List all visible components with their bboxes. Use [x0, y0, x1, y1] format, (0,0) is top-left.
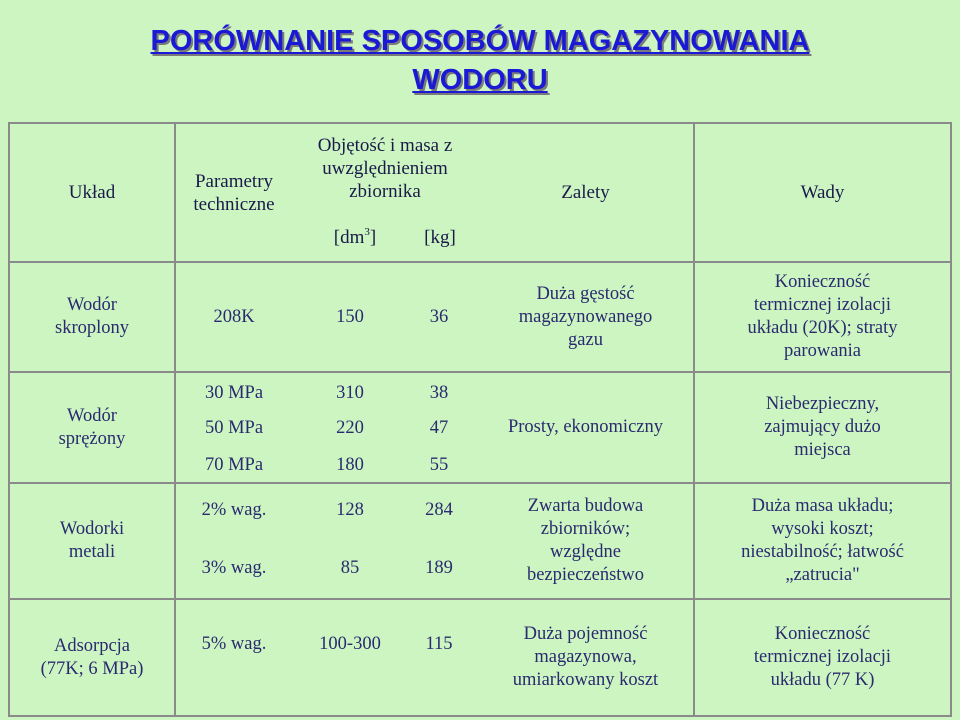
row-3-disadvantages: Duża masa układu; wysoki koszt; niestabilność; łatwość „zatrucia"	[741, 496, 904, 585]
row-1-disadvantages: Konieczność termicznej izolacji układu (20K); straty parowania	[747, 272, 898, 361]
row-3-mass-2: 189	[425, 557, 453, 578]
row-2-advantages: Prosty, ekonomiczny	[507, 417, 663, 437]
row-3-volume-1: 128	[336, 499, 364, 520]
row-1-volume: 150	[336, 306, 364, 327]
page-title	[0, 22, 960, 100]
row-2-disadvantages: Niebezpieczny, zajmujący dużo miejsca	[764, 394, 881, 460]
header-zalety: Zalety	[561, 182, 610, 203]
row-2-volume-1: 310	[336, 382, 364, 403]
row-4-param: 5% wag.	[201, 633, 267, 654]
title-line-2: WODORU	[412, 64, 548, 96]
row-3-advantages: Zwarta budowa zbiorników; względne bezpieczeństwo	[526, 496, 645, 585]
row-3-volume-2: 85	[340, 557, 360, 578]
header-wady: Wady	[800, 182, 845, 203]
row-3-system: Wodorki metali	[59, 519, 125, 562]
row-2-mass-1: 38	[429, 382, 449, 403]
row-2-param-3: 70 MPa	[204, 454, 264, 475]
row-2-mass-2: 47	[429, 417, 449, 438]
row-3-param-1: 2% wag.	[201, 499, 267, 520]
title-line-1: PORÓWNANIE SPOSOBÓW MAGAZYNOWANIA	[150, 25, 810, 57]
row-4-disadvantages: Konieczność termicznej izolacji układu (77 K)	[753, 624, 892, 690]
row-4-mass: 115	[425, 633, 453, 654]
row-2-volume-3: 180	[336, 454, 364, 475]
header-parametry: Parametry techniczne	[193, 170, 275, 215]
row-2-param-1: 30 MPa	[204, 382, 264, 403]
row-4-advantages: Duża pojemność magazynowa, umiarkowany koszt	[512, 624, 659, 690]
row-1-advantages: Duża gęstość magazynowanego gazu	[518, 283, 653, 350]
header-unit-volume: $[dm^3]$	[333, 225, 377, 248]
row-2-system: Wodór sprężony	[58, 405, 126, 449]
row-1-system: Wodór skroplony	[55, 295, 129, 338]
row-1-param: 208K	[213, 306, 255, 327]
row-4-volume: 100-300	[319, 633, 381, 654]
row-1-mass: 36	[429, 306, 449, 327]
header-objetosc: Objętość i masa z uwzględnieniem zbiornika	[317, 134, 453, 202]
row-3-mass-1: 284	[425, 499, 453, 520]
row-2-volume-2: 220	[336, 417, 364, 438]
row-2-mass-3: 55	[429, 454, 449, 475]
row-3-param-2: 3% wag.	[201, 557, 267, 578]
row-4-system: Adsorpcja (77K; 6 MPa)	[40, 635, 144, 679]
header-unit-mass: [kg]	[424, 226, 456, 248]
row-2-param-2: 50 MPa	[204, 417, 264, 438]
header-uklad: Układ	[68, 182, 116, 203]
